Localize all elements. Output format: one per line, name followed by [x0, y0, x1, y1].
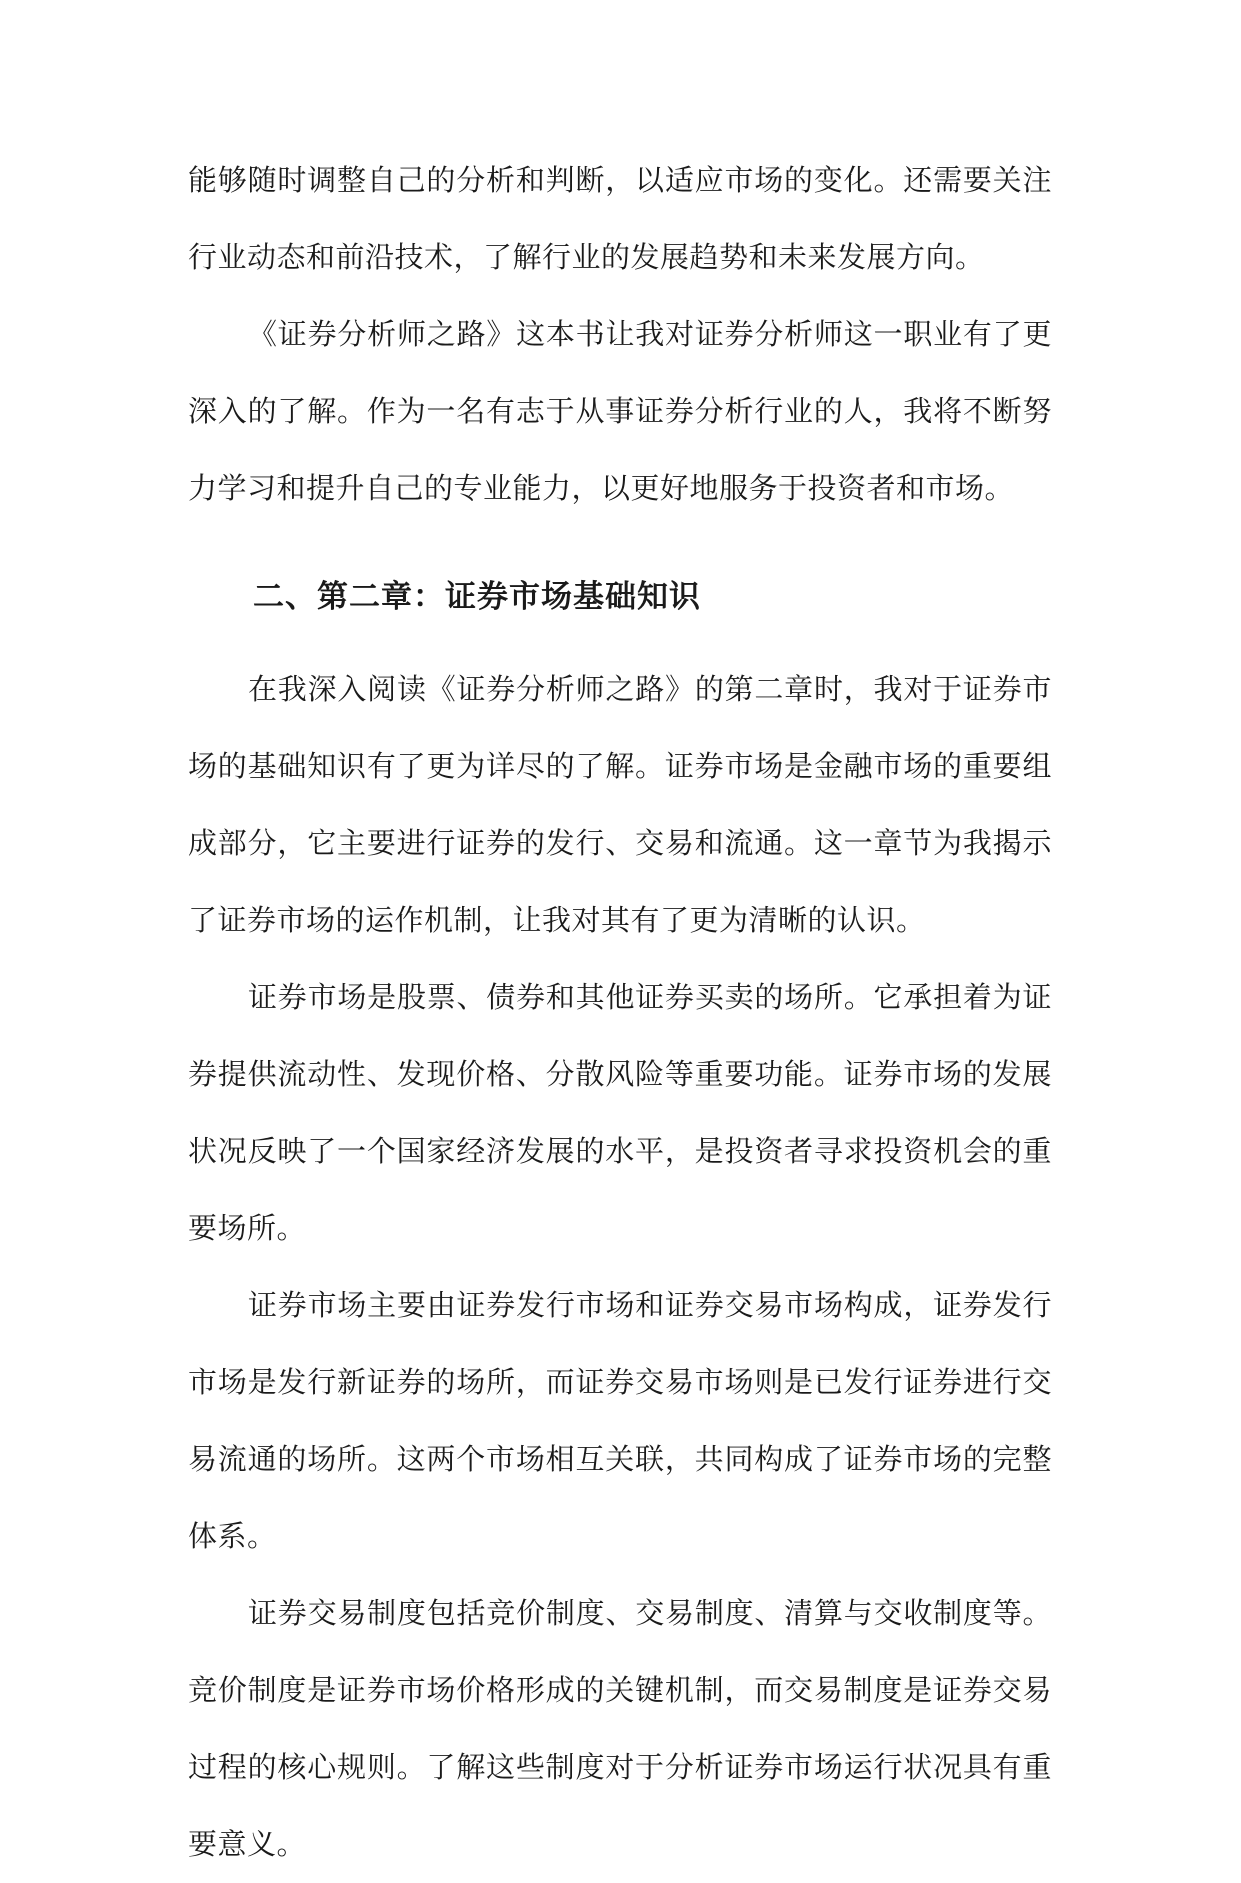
- paragraph-book-reflection: 《证券分析师之路》这本书让我对证券分析师这一职业有了更深入的了解。作为一名有志于从事证券分析行业的人，我将不断努力学习和提升自己的专业能力，以更好地服务于投资者和市场。: [188, 317, 1052, 505]
- paragraph-trading-system: 证券交易制度包括竞价制度、交易制度、清算与交收制度等。竞价制度是证券市场价格形成的关键机制，而交易制度是证券交易过程的核心规则。了解这些制度对于分析证券市场运行状况具有重要意义。: [188, 1596, 1052, 1861]
- paragraph-market-definition: 证券市场是股票、债券和其他证券买卖的场所。它承担着为证券提供流动性、发现价格、分散风险等重要功能。证券市场的发展状况反映了一个国家经济发展的水平，是投资者寻求投资机会的重要场所。: [188, 980, 1052, 1245]
- paragraph-continued: 能够随时调整自己的分析和判断，以适应市场的变化。还需要关注行业动态和前沿技术，了解行业的发展趋势和未来发展方向。: [188, 163, 1052, 274]
- paragraph-market-structure: 证券市场主要由证券发行市场和证券交易市场构成，证券发行市场是发行新证券的场所，而证券交易市场则是已发行证券进行交易流通的场所。这两个市场相互关联，共同构成了证券市场的完整体系。: [188, 1288, 1052, 1553]
- paragraph-chapter-intro: 在我深入阅读《证券分析师之路》的第二章时，我对于证券市场的基础知识有了更为详尽的了解。证券市场是金融市场的重要组成部分，它主要进行证券的发行、交易和流通。这一章节为我揭示了证券市场的运作机制，让我对其有了更为清晰的认识。: [188, 672, 1052, 937]
- page-content: [188, 142, 1052, 1883]
- section-heading: 二、第二章：证券市场基础知识: [253, 579, 701, 615]
